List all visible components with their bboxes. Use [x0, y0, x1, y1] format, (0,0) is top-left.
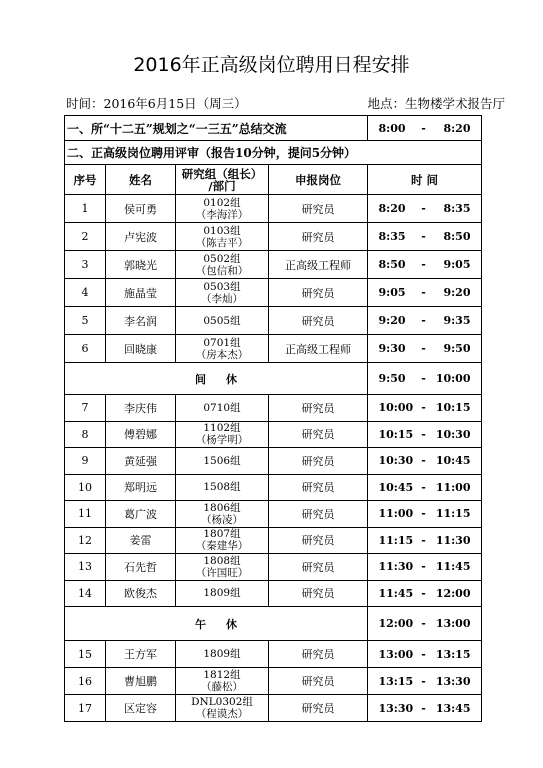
break-interval-char-a: 间 — [195, 372, 206, 386]
row-position: 正高级工程师 — [269, 335, 368, 363]
row-group — [176, 641, 269, 668]
header-time: 时 间 — [368, 165, 482, 195]
time-dash: - — [421, 560, 426, 574]
time-dash: - — [421, 701, 426, 715]
group-code: 0502组 — [203, 252, 241, 265]
row-name: 欧俊杰 — [106, 580, 176, 607]
row-position: 研究员 — [269, 421, 368, 448]
table-row — [65, 307, 482, 335]
group-code: 1508组 — [203, 481, 241, 494]
row-position: 研究员 — [269, 580, 368, 607]
time-dash: - — [421, 401, 426, 415]
break-interval-char-b: 休 — [226, 372, 237, 386]
row-position: 研究员 — [269, 223, 368, 251]
table-row — [65, 501, 482, 528]
time-start: 8:50 — [378, 258, 406, 271]
time-start: 11:00 — [378, 507, 414, 521]
row-time — [368, 395, 482, 422]
table-row — [65, 695, 482, 722]
row-position: 正高级工程师 — [269, 251, 368, 279]
row-name: 黄延强 — [106, 448, 176, 475]
time-end: 10:30 — [435, 427, 471, 441]
row-name: 傅碧娜 — [106, 421, 176, 448]
time-dash: - — [421, 314, 426, 327]
time-end: 12:00 — [435, 586, 471, 600]
row-position: 研究员 — [269, 668, 368, 695]
row-group — [176, 695, 269, 722]
row-group — [176, 395, 269, 422]
table-row — [65, 395, 482, 422]
row-position: 研究员 — [269, 195, 368, 223]
row-time — [368, 251, 482, 279]
group-code: 1812组 — [203, 669, 241, 681]
table-row — [65, 279, 482, 307]
time-dash: - — [421, 286, 426, 299]
row-position: 研究员 — [269, 527, 368, 554]
row-group — [176, 251, 269, 279]
row-group — [176, 223, 269, 251]
row-name: 李庆伟 — [106, 395, 176, 422]
time-end: 13:15 — [435, 647, 471, 661]
section-1-time: 8:00 - 8:20 — [368, 116, 482, 141]
break-interval-label — [65, 363, 368, 395]
break-lunch-label — [65, 607, 368, 641]
time-start: 10:15 — [378, 427, 414, 441]
row-group — [176, 580, 269, 607]
page-title: 2016年正高级岗位聘用日程安排 — [133, 54, 410, 76]
table-row — [65, 668, 482, 695]
row-time — [368, 335, 482, 363]
time-dash: - — [421, 372, 426, 385]
section-2-text: 二、正高级岗位聘用评审（报告10分钟，提问5分钟） — [65, 141, 482, 165]
table-row — [65, 448, 482, 475]
header-position: 申报岗位 — [269, 165, 368, 195]
row-number: 17 — [65, 695, 106, 722]
row-time — [368, 695, 482, 722]
table-row — [65, 335, 482, 363]
row-number: 15 — [65, 641, 106, 668]
row-name: 王方军 — [106, 641, 176, 668]
row-group — [176, 554, 269, 581]
time-dash: - — [421, 427, 426, 441]
time-dash: - — [421, 454, 426, 468]
row-position: 研究员 — [269, 307, 368, 335]
row-name: 姜雷 — [106, 527, 176, 554]
group-leader: （李灿） — [201, 292, 243, 305]
time-dash: - — [421, 258, 426, 271]
time-dash: - — [421, 674, 426, 688]
row-number: 9 — [65, 448, 106, 475]
row-number: 4 — [65, 279, 106, 307]
row-number: 14 — [65, 580, 106, 607]
row-number: 8 — [65, 421, 106, 448]
group-code: 1809组 — [203, 648, 241, 660]
time-start: 9:50 — [378, 372, 406, 385]
table-row — [65, 474, 482, 501]
group-code: 1809组 — [203, 587, 241, 600]
group-leader: （杨学明） — [195, 434, 249, 447]
break-lunch-time — [368, 607, 482, 641]
row-name: 曹旭鹏 — [106, 668, 176, 695]
row-number: 5 — [65, 307, 106, 335]
group-code: 0103组 — [203, 224, 241, 237]
group-code: 1506组 — [203, 454, 241, 467]
row-group — [176, 307, 269, 335]
time-dash: - — [421, 617, 426, 630]
time-dash: - — [421, 202, 426, 215]
row-group — [176, 279, 269, 307]
row-position: 研究员 — [269, 279, 368, 307]
time-dash: - — [421, 586, 426, 600]
group-code: DNL0302组 — [191, 696, 253, 708]
row-time — [368, 223, 482, 251]
group-leader: （包信和） — [195, 264, 249, 277]
time-start: 9:05 — [378, 286, 406, 299]
section-1-row — [65, 116, 482, 141]
row-number: 7 — [65, 395, 106, 422]
row-position: 研究员 — [269, 554, 368, 581]
row-time — [368, 279, 482, 307]
table-row — [65, 580, 482, 607]
time-start: 9:30 — [378, 342, 406, 355]
group-leader: （秦建华） — [195, 540, 249, 553]
row-name: 葛广波 — [106, 501, 176, 528]
schedule-table — [64, 115, 482, 722]
row-time — [368, 554, 482, 581]
group-code: 1102组 — [203, 422, 241, 435]
time-end: 9:35 — [443, 314, 471, 327]
time-dash: - — [421, 480, 426, 494]
row-name: 施晶莹 — [106, 279, 176, 307]
time-start: 9:20 — [378, 314, 406, 327]
time-start: 10:30 — [378, 454, 414, 468]
row-number: 3 — [65, 251, 106, 279]
time-end: 10:15 — [435, 401, 471, 415]
group-code: 1808组 — [203, 554, 241, 567]
break-interval-row — [65, 363, 482, 395]
time-dash: - — [421, 533, 426, 547]
row-time — [368, 474, 482, 501]
group-code: 0505组 — [203, 314, 241, 327]
row-group — [176, 527, 269, 554]
time-end: 13:30 — [435, 674, 471, 688]
group-leader: （程谟杰） — [195, 708, 249, 720]
time-start: 11:30 — [378, 560, 414, 574]
row-name: 郭晓光 — [106, 251, 176, 279]
time-end: 10:45 — [435, 454, 471, 468]
row-position: 研究员 — [269, 695, 368, 722]
row-position: 研究员 — [269, 501, 368, 528]
group-code: 0710组 — [203, 401, 241, 414]
time-start: 8:20 — [378, 202, 406, 215]
time-start: 10:00 — [378, 401, 414, 415]
time-start: 13:00 — [378, 647, 414, 661]
section-2-row — [65, 141, 482, 165]
row-name: 回晓康 — [106, 335, 176, 363]
row-time — [368, 448, 482, 475]
row-time — [368, 501, 482, 528]
row-number: 2 — [65, 223, 106, 251]
time-start: 8:35 — [378, 230, 406, 243]
time-start: 11:45 — [378, 586, 414, 600]
table-row — [65, 223, 482, 251]
row-number: 13 — [65, 554, 106, 581]
table-header-row — [65, 165, 482, 195]
time-dash: - — [421, 230, 426, 243]
time-end: 13:45 — [435, 701, 471, 715]
row-time — [368, 580, 482, 607]
group-leader: （陈吉平） — [195, 236, 249, 249]
row-group — [176, 335, 269, 363]
time-end: 9:05 — [443, 258, 471, 271]
time-start: 12:00 — [378, 617, 414, 630]
row-name: 区定容 — [106, 695, 176, 722]
group-code: 1806组 — [203, 501, 241, 514]
row-name: 石先哲 — [106, 554, 176, 581]
row-time — [368, 195, 482, 223]
row-position: 研究员 — [269, 448, 368, 475]
time-end: 11:15 — [435, 507, 471, 521]
row-time — [368, 641, 482, 668]
header-no: 序号 — [65, 165, 106, 195]
section-1-text: 一、所“十二五”规划之“一三五”总结交流 — [65, 116, 368, 141]
row-name: 卢宪波 — [106, 223, 176, 251]
row-group — [176, 668, 269, 695]
row-name: 郑明远 — [106, 474, 176, 501]
group-leader: （李海洋） — [195, 208, 249, 221]
row-time — [368, 527, 482, 554]
table-row — [65, 641, 482, 668]
time-start: 13:15 — [378, 674, 414, 688]
break-lunch-char-a: 午 — [195, 617, 206, 631]
group-code: 0503组 — [203, 280, 241, 293]
row-time — [368, 421, 482, 448]
row-group — [176, 448, 269, 475]
table-row — [65, 554, 482, 581]
time-end: 10:00 — [435, 372, 471, 385]
row-number: 6 — [65, 335, 106, 363]
time-end: 9:50 — [443, 342, 471, 355]
row-number: 10 — [65, 474, 106, 501]
row-number: 12 — [65, 527, 106, 554]
row-position: 研究员 — [269, 395, 368, 422]
time-dash: - — [421, 342, 426, 355]
row-number: 11 — [65, 501, 106, 528]
time-end: 9:20 — [443, 286, 471, 299]
row-group — [176, 501, 269, 528]
row-group — [176, 421, 269, 448]
time-end: 11:00 — [435, 480, 471, 494]
row-time — [368, 668, 482, 695]
row-number: 16 — [65, 668, 106, 695]
time-end: 8:50 — [443, 230, 471, 243]
break-lunch-char-b: 休 — [226, 617, 237, 631]
break-lunch-row — [65, 607, 482, 641]
header-name: 姓名 — [106, 165, 176, 195]
row-position: 研究员 — [269, 641, 368, 668]
row-name: 侯可勇 — [106, 195, 176, 223]
header-group: 研究组（组长） /部门 — [176, 165, 269, 195]
row-name: 李名润 — [106, 307, 176, 335]
time-end: 8:35 — [443, 202, 471, 215]
group-leader: （许国旺） — [195, 566, 249, 579]
row-time — [368, 307, 482, 335]
row-position: 研究员 — [269, 474, 368, 501]
time-start: 10:45 — [378, 480, 414, 494]
venue-label: 地点：生物楼学术报告厅 — [367, 96, 505, 111]
date-time-label: 时间：2016年6月15日（周三） — [66, 96, 247, 111]
group-code: 0701组 — [203, 336, 241, 349]
time-end: 13:00 — [435, 617, 471, 630]
time-dash: - — [421, 647, 426, 661]
time-start: 13:30 — [378, 701, 414, 715]
table-row — [65, 195, 482, 223]
table-row — [65, 527, 482, 554]
time-end: 11:30 — [435, 533, 471, 547]
table-row — [65, 251, 482, 279]
row-number: 1 — [65, 195, 106, 223]
group-leader: （杨凌） — [201, 513, 243, 526]
time-dash: - — [421, 507, 426, 521]
row-group — [176, 474, 269, 501]
break-interval-time — [368, 363, 482, 395]
table-row — [65, 421, 482, 448]
group-code: 0102组 — [203, 196, 241, 209]
group-leader: （房本杰） — [195, 348, 249, 361]
row-group — [176, 195, 269, 223]
time-start: 11:15 — [378, 533, 414, 547]
group-leader: （藤松） — [201, 681, 243, 693]
time-end: 11:45 — [435, 560, 471, 574]
group-code: 1807组 — [203, 528, 241, 541]
